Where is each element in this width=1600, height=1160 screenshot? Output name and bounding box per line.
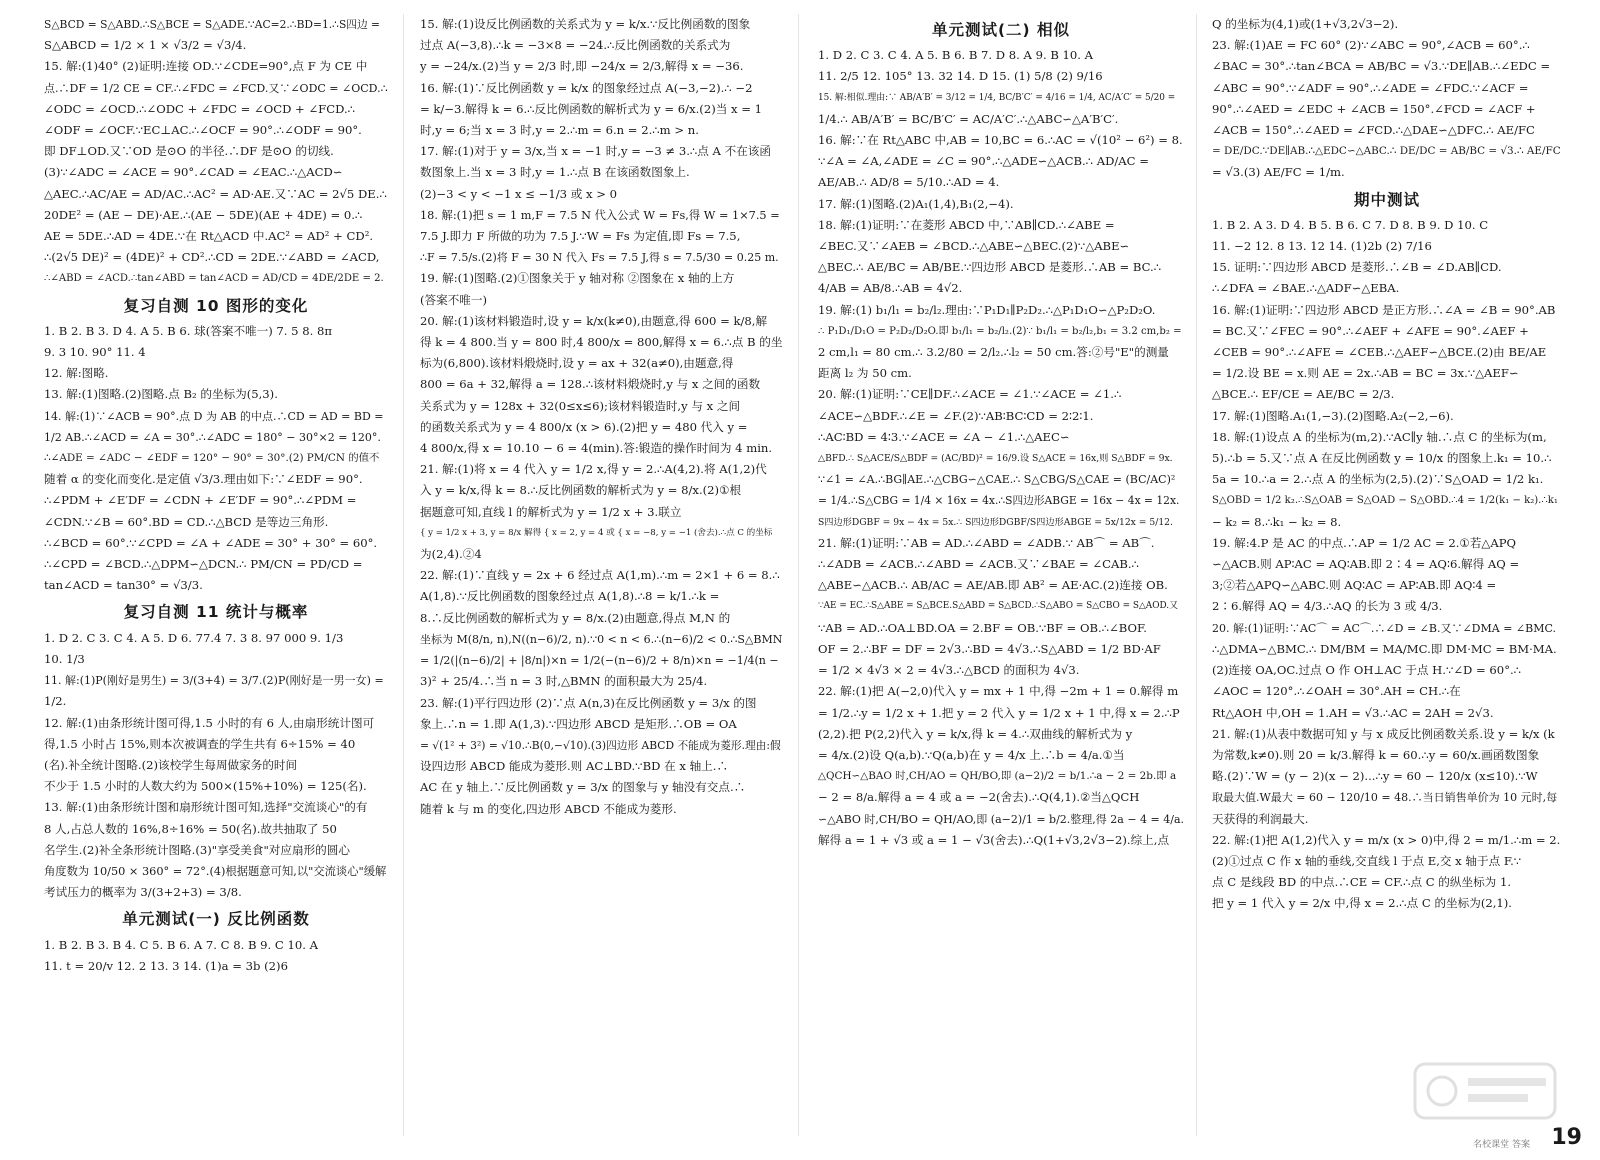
answer-line: { y = 1/2 x + 3, y = 8/x 解得 { x = 2, y = 4 或 { x = −8, y = −1 (舍去).∴点 C 的坐标 xyxy=(420,527,773,538)
answer-line: − k₂ = 8.∴k₁ − k₂ = 8. xyxy=(1212,514,1342,529)
answer-line: 考试压力的概率为 3/(3+2+3) = 3/8. xyxy=(44,885,242,900)
answer-line: = 1/2(|(n−6)/2| + |8/n|)×n = 1/2(−(n−6)/2 + 8/n)×n = −1/4(n − xyxy=(420,654,779,668)
answer-line: ∴∠ADE = ∠ADC − ∠EDF = 120° − 90° = 30°.(2) PM/CN 的值不 xyxy=(44,452,380,465)
answer-line: 略.(2)∵W = (y − 2)(x − 2)...∴y = 60 − 120/x (x≤10).∵W xyxy=(1212,769,1538,784)
answer-line: 过点 A(−3,8).∴k = −3×8 = −24.∴反比例函数的关系式为 xyxy=(420,38,731,53)
answer-line: 4/AB = AB/8.∴AB = 4√2. xyxy=(818,281,963,296)
answer-line: OF = 2.∴BF = DF = 2√3.∴BD = 4√3.∴S△ABD = 1/2 BD·AF xyxy=(818,641,1161,656)
answer-line: 1. D 2. C 3. C 4. A 5. B 6. B 7. D 8. A 9. B 10. A xyxy=(818,48,1094,63)
answer-line: 1. B 2. A 3. D 4. B 5. B 6. C 7. D 8. B 9. D 10. C xyxy=(1212,217,1489,232)
answer-line: 5a = 10.∴a = 2.∴点 A 的坐标为(2,5).(2)∵S△OAD = 1/2 k₁. xyxy=(1212,472,1544,487)
answer-line: ∴∠DFA = ∠BAE.∴△ADF∽△EBA. xyxy=(1212,281,1400,296)
column-divider-2 xyxy=(798,14,799,1136)
section-title-review-11: 复习自测 11 统计与概率 xyxy=(123,603,309,622)
answer-line: = 4/x.(2)设 Q(a,b).∵Q(a,b)在 y = 4/x 上.∴b = 4/a.①当 xyxy=(818,747,1125,762)
answer-column-1 xyxy=(44,14,388,1138)
answer-block-unit-test-2 xyxy=(818,45,1184,851)
answer-line: 23. 解:(1)AE = FC 60° (2)∵∠ABC = 90°,∠ACB = 60°.∴ xyxy=(1212,38,1530,53)
answer-line: (2,2).把 P(2,2)代入 y = k/x,得 k = 4.∴双曲线的解析式为 y xyxy=(818,726,1133,741)
watermark-stamp-icon xyxy=(1410,1056,1560,1126)
answer-line: 20. 解:(1)证明:∵AC⌒ = AC⌒.∴∠D = ∠B.又∵∠DMA = ∠BMC. xyxy=(1212,621,1556,635)
answer-line: 时,y = 6;当 x = 3 时,y = 2.∴m = 6.n = 2.∴m > n. xyxy=(420,123,699,138)
answer-line: ∴∠ABD = ∠ACD.∴tan∠ABD = tan∠ACD = AD/CD = 4DE/2DE = 2. xyxy=(44,273,384,285)
section-title-midterm: 期中测试 xyxy=(1353,190,1420,209)
answer-line: 21. 解:(1)从表中数据可知 y 与 x 成反比例函数关系.设 y = k/x (k xyxy=(1212,726,1555,741)
answer-line: AC 在 y 轴上.∵反比例函数 y = 3/x 的图象与 y 轴没有交点.∴ xyxy=(420,780,746,795)
answer-line: 7.5 J.即力 F 所做的功为 7.5 J.∵W = Fs 为定值,即 Fs = 7.5, xyxy=(420,229,741,244)
column-divider-1 xyxy=(403,14,404,1136)
answer-line: 15. 解:(1)40° (2)证明:连接 OD.∵∠CDE=90°,点 F 为 CE 中 xyxy=(44,59,368,74)
answer-line: ∴∠PDM + ∠E′DF = ∠CDN + ∠E′DF = 90°.∴∠PDM = xyxy=(44,493,357,508)
answer-line: 19. 解:(1)图略.(2)①图象关于 y 轴对称 ②图象在 x 轴的上方 xyxy=(420,271,735,286)
answer-line: S△ABCD = 1/2 × 1 × √3/2 = √3/4. xyxy=(44,38,247,53)
answer-block-review-10 xyxy=(44,321,388,597)
answer-line: 11. 2/5 12. 105° 13. 32 14. D 15. (1) 5/8 (2) 9/16 xyxy=(818,69,1103,84)
answer-line: = 1/2.∴y = 1/2 x + 1.把 y = 2 代入 y = 1/2 x + 1 中,得 x = 2.∴P xyxy=(818,705,1180,720)
answer-line: 21. 解:(1)将 x = 4 代入 y = 1/2 x,得 y = 2.∴A(4,2).将 A(1,2)代 xyxy=(420,462,767,477)
answer-line: 22. 解:(1)把 A(1,2)代入 y = m/x (x > 0)中,得 2 = m/1.∴m = 2. xyxy=(1212,832,1561,847)
answer-line: 18. 解:(1)证明:∵在菱形 ABCD 中,∵AB∥CD.∴∠ABE = xyxy=(818,217,1115,232)
answer-line: 数图象上.当 x = 3 时,y = 1.∴点 B 在该函数图象上. xyxy=(420,165,690,180)
section-title-review-10: 复习自测 10 图形的变化 xyxy=(123,296,309,315)
answer-line: 象上.∴n = 1.即 A(1,3).∵四边形 ABCD 是矩形.∴OB = OA xyxy=(420,716,737,731)
answer-line: 解得 a = 1 + √3 或 a = 1 − √3(舍去).∴Q(1+√3,2√3−2).综上,点 xyxy=(818,832,1170,847)
answer-line: 15. 解:相似.理由:∵ AB/A′B′ = 3/12 = 1/4, BC/B′C′ = 4/16 = 1/4, AC/A′C′ = 5/20 = xyxy=(818,92,1176,103)
answer-line: 18. 解:(1)设点 A 的坐标为(m,2).∵AC∥y 轴.∴点 C 的坐标为(m, xyxy=(1212,429,1547,444)
answer-column-4 xyxy=(1212,14,1562,1138)
answer-line: △AEC.∴AC/AE = AD/AC.∴AC² = AD·AE.又∵AC = 2√5 DE.∴ xyxy=(44,186,387,201)
answer-line: = 1/2.设 BE = x.则 AE = 2x.∴AB = BC = 3x.∵△AEF∽ xyxy=(1212,366,1519,381)
answer-block-midterm xyxy=(1212,215,1562,915)
answer-line: 12. 解:图略. xyxy=(44,366,109,381)
footer-caption: 名校课堂 答案 xyxy=(1473,1140,1530,1150)
answer-line: (2)①过点 C 作 x 轴的垂线,交直线 l 于点 E,交 x 轴于点 F.∵ xyxy=(1212,853,1522,868)
answer-line: △BFD.∴ S△ACE/S△BDF = (AC/BD)² = 16/9.设 S△ACE = 16x,则 S△BDF = 9x. xyxy=(818,453,1173,465)
answer-line: 8 人,占总人数的 16%,8÷16% = 50(名).故共抽取了 50 xyxy=(44,821,337,836)
answer-line: tan∠ACD = tan30° = √3/3. xyxy=(44,578,203,593)
answer-line: ∴(2√5 DE)² = (4DE)² + CD².∴CD = 2DE.∵∠ABD = ∠ACD, xyxy=(44,250,380,265)
answer-line: ∠ACE∽△BDF.∴∠E = ∠F.(2)∵AB∶BC∶CD = 2∶2∶1. xyxy=(818,408,1094,423)
answer-line: ∽△ABO 时,CH/BO = QH/AO,即 (a−2)/1 = b/2.整理,得 2a − 4 = 4/a. xyxy=(818,812,1184,826)
answer-line: 的函数关系式为 y = 4 800/x (x > 6).(2)把 y = 480 代入 y = xyxy=(420,419,748,434)
answer-line: 9. 3 10. 90° 11. 4 xyxy=(44,345,146,360)
answer-line: 19. 解:4.P 是 AC 的中点.∴AP = 1/2 AC = 2.①若△APQ xyxy=(1212,535,1517,550)
answer-line: 关系式为 y = 128x + 32(0≤x≤6);该材料锻造时,y 与 x 之间 xyxy=(420,398,741,413)
answer-line: 8.∴反比例函数的解析式为 y = 8/x.(2)由题意,得点 M,N 的 xyxy=(420,610,731,625)
answer-line: ∴∠CPD = ∠BCD.∴△DPM∽△DCN.∴ PM/CN = PD/CD = xyxy=(44,557,363,572)
answer-line: 标为(6,800).该材料煅烧时,设 y = ax + 32(a≠0),由题意,得 xyxy=(420,356,734,371)
answer-block-unit-test-1 xyxy=(44,935,388,977)
answer-line: 据题意可知,直线 l 的解析式为 y = 1/2 x + 3.联立 xyxy=(420,504,682,519)
answer-line: y = −24/x.(2)当 y = 2/3 时,即 −24/x = 2/3,解得 x = −36. xyxy=(420,59,744,74)
answer-line: 天获得的利润最大. xyxy=(1212,811,1309,826)
answer-line: △BEC.∴ AE/BC = AB/BE.∵四边形 ABCD 是菱形.∴AB = BC.∴ xyxy=(818,260,1162,275)
answer-line: 随着 k 与 m 的变化,四边形 ABCD 不能成为菱形. xyxy=(420,801,677,816)
answer-line: 22. 解:(1)∵直线 y = 2x + 6 经过点 A(1,m).∴m = 2×1 + 6 = 8.∴ xyxy=(420,568,780,583)
answer-block-unit-test-1-cont xyxy=(420,14,782,820)
answer-line: 1/2. xyxy=(44,694,67,709)
answer-line: 为(2,4).②4 xyxy=(420,547,482,562)
answer-line: ∴AC∶BD = 4∶3.∵∠ACE = ∠A − ∠1.∴△AEC∽ xyxy=(818,429,1070,444)
answer-line: 4 800/x,得 x = 10.10 − 6 = 4(min).答:锻造的操作时间为 4 min. xyxy=(420,441,773,456)
answer-line: 得 k = 4 800.当 y = 800 时,4 800/x = 800,解得 x = 6.∴点 B 的坐 xyxy=(420,335,782,350)
answer-block-unit-test-2-cont xyxy=(1212,14,1562,184)
answer-line: 点 C 是线段 BD 的中点.∴CE = CF.∴点 C 的纵坐标为 1. xyxy=(1212,875,1512,890)
answer-line: 12. 解:(1)由条形统计图可得,1.5 小时的有 6 人,由扇形统计图可 xyxy=(44,715,375,730)
answer-line: 1. B 2. B 3. B 4. C 5. B 6. A 7. C 8. B 9. C 10. A xyxy=(44,937,318,952)
answer-line: 19. 解:(1) b₁/l₁ = b₂/l₂.理由:∵P₁D₁∥P₂D₂.∴△P₁D₁O∽△P₂D₂O. xyxy=(818,302,1156,317)
answer-line: ∵AE = EC.∴S△ABE = S△BCE.S△ABD = S△BCD.∴S△ABO = S△CBO = S△AOD.又 xyxy=(818,601,1178,612)
answer-line: 3)² + 25/4.∴当 n = 3 时,△BMN 的面积最大为 25/4. xyxy=(420,674,708,689)
answer-line: 18. 解:(1)把 s = 1 m,F = 7.5 N 代入公式 W = Fs,得 W = 1×7.5 = xyxy=(420,208,780,222)
answer-line: (2)−3 < y < −1 x ≤ −1/3 或 x > 0 xyxy=(420,186,617,201)
answer-line: AE = 5DE.∴AD = 4DE.∵在 Rt△ACD 中.AC² = AD² + CD². xyxy=(44,229,374,244)
answer-line: 角度数为 10/50 × 360° = 72°.(4)根据题意可知,以"交流谈心"缓解 xyxy=(44,864,387,878)
answer-line: = √(1² + 3²) = √10.∴B(0,−√10).(3)四边形 ABCD 不能成为菱形.理由:假 xyxy=(420,738,781,752)
answer-line: 10. 1/3 xyxy=(44,651,85,666)
answer-line: ∵AB = AD.∴OA⊥BD.OA = 2.BF = OB.∵BF = OB.∴∠BOF. xyxy=(818,620,1147,635)
answer-line: 15. 证明:∵四边形 ABCD 是菱形.∴∠B = ∠D.AB∥CD. xyxy=(1212,260,1502,275)
answer-line: ∵∠A = ∠A,∠ADE = ∠C = 90°.∴△ADE∽△ACB.∴ AD/AC = xyxy=(818,154,1149,169)
answer-line: − 2 = 8/a.解得 a = 4 或 a = −2(舍去).∴Q(4,1).②当△QCH xyxy=(818,790,1140,805)
answer-line: ∵∠1 = ∠A.∴BG∥AE.∴△CBG∽△CAE.∴ S△CBG/S△CAE = (BC/AC)² xyxy=(818,473,1176,487)
answer-line: ∠AOC = 120°.∴∠OAH = 30°.AH = CH.∴在 xyxy=(1212,684,1461,699)
answer-block-review-9 xyxy=(44,14,388,290)
answer-line: = 1/2 × 4√3 × 2 = 4√3.∴△BCD 的面积为 4√3. xyxy=(818,663,1080,678)
answer-line: ∠ODC = ∠OCD.∴∠ODC + ∠FDC = ∠OCD + ∠FCD.∴ xyxy=(44,101,356,116)
answer-line: = √3.(3) AE/FC = 1/m. xyxy=(1212,165,1345,180)
answer-line: ∴∠BCD = 60°.∵∠CPD = ∠A + ∠ADE = 30° + 30° = 60°. xyxy=(44,535,378,550)
answer-line: 随着 α 的变化而变化.是定值 √3/3.理由如下:∵∠EDF = 90°. xyxy=(44,472,363,487)
answer-line: ∠ODF = ∠OCF.∵EC⊥AC.∴∠OCF = 90°.∴∠ODF = 90°. xyxy=(44,123,362,138)
answer-line: 为常数,k≠0).则 20 = k/3.解得 k = 60.∴y = 60/x.画函数图象 xyxy=(1212,747,1540,762)
answer-line: △BCE.∴ EF/CE = AE/BC = 2/3. xyxy=(1212,387,1395,402)
answer-line: 11. 解:(1)P(刚好是男生) = 3/(3+4) = 3/7.(2)P(刚好是一男一女) = xyxy=(44,674,384,688)
answer-line: ∠BAC = 30°.∴tan∠BCA = AB/BC = √3.∵DE∥AB.∴∠EDC = xyxy=(1212,59,1551,74)
answer-line: 设四边形 ABCD 能成为菱形.则 AC⊥BD.∵BD 在 x 轴上.∴ xyxy=(420,759,729,774)
answer-line: 3;②若△APQ∽△ABC.则 AQ∶AC = AP∶AB.即 AQ∶4 = xyxy=(1212,578,1497,593)
answer-line: 90°.∴∠AED = ∠EDC + ∠ACB = 150°.∠FCD = ∠ACF + xyxy=(1212,101,1536,116)
answer-line: S四边形DGBF = 9x − 4x = 5x.∴ S四边形DGBF/S四边形ABGE = 5x/12x = 5/12. xyxy=(818,516,1173,528)
answer-line: 距离 l₂ 为 50 cm. xyxy=(818,366,912,381)
answer-line: 16. 解:(1)证明:∵四边形 ABCD 是正方形.∴∠A = ∠B = 90°.AB xyxy=(1212,302,1556,317)
answer-line: 16. 解:(1)∵反比例函数 y = k/x 的图象经过点 A(−3,−2).∴ −2 xyxy=(420,80,753,95)
answer-line: ∠ACB = 150°.∴∠AED = ∠FCD.∴△DAE∽△DFC.∴ AE/FC xyxy=(1212,123,1535,138)
answer-line: 17. 解:(1)图略.A₁(1,−3).(2)图略.A₂(−2,−6). xyxy=(1212,408,1454,423)
column-divider-3 xyxy=(1196,14,1197,1136)
answer-line: 11. t = 20/v 12. 2 13. 3 14. (1)a = 3b (2)6 xyxy=(44,958,288,973)
answer-line: AE/AB.∴ AD/8 = 5/10.∴AD = 4. xyxy=(818,175,1000,190)
answer-line: ∠CEB = 90°.∴∠AFE = ∠CEB.∴△AEF∽△BCE.(2)由 BE/AE xyxy=(1212,345,1547,360)
answer-line: 23. 解:(1)平行四边形 (2)∵点 A(n,3)在反比例函数 y = 3/x 的图 xyxy=(420,695,757,710)
answer-line: 名学生.(2)补全条形统计图略.(3)"享受美食"对应扇形的圆心 xyxy=(44,842,350,857)
answer-line: 点.∴DF = 1/2 CE = CF.∴∠FDC = ∠FCD.又∵∠ODC = ∠OCD.∴ xyxy=(44,81,388,95)
answer-line: 20DE² = (AE − DE)·AE.∴(AE − 5DE)(AE + 4DE) = 0.∴ xyxy=(44,207,363,222)
page-number: 19 xyxy=(1551,1125,1582,1150)
answer-line: 把 y = 1 代入 y = 2/x 中,得 x = 2.∴点 C 的坐标为(2,1). xyxy=(1212,896,1512,911)
answer-line: 17. 解:(1)对于 y = 3/x,当 x = −1 时,y = −3 ≠ 3.∴点 A 不在该函 xyxy=(420,144,771,159)
answer-line: (2)连接 OA,OC.过点 O 作 OH⊥AC 于点 H.∵∠D = 60°.∴ xyxy=(1212,663,1522,678)
answer-line: △ABE∽△ACB.∴ AB/AC = AE/AB.即 AB² = AE·AC.(2)连接 OB. xyxy=(818,578,1168,593)
answer-line: ∠BEC.又∵∠AEB = ∠BCD.∴△ABE∽△BEC.(2)∵△ABE∽ xyxy=(818,239,1130,254)
section-title-unit-test-1: 单元测试(一) 反比例函数 xyxy=(122,910,310,929)
answer-line: = DE/DC.∵DE∥AB.∴△EDC∽△ABC.∴ DE/DC = AB/BC = √3.∴ AE/FC xyxy=(1212,145,1561,158)
answer-line: (名).补全统计图略.(2)该校学生每周做家务的时间 xyxy=(44,757,298,772)
answer-line: Q 的坐标为(4,1)或(1+√3,2√3−2). xyxy=(1212,17,1399,31)
answer-line: ∴△DMA∽△BMC.∴ DM/BM = MA/MC.即 DM·MC = BM·MA. xyxy=(1212,641,1557,656)
answer-line: (3)∵∠ADC = ∠ACE = 90°.∠CAD = ∠EAC.∴△ACD∽ xyxy=(44,165,343,180)
answer-line: 1/4.∴ AB/A′B′ = BC/B′C′ = AC/A′C′.∴△ABC∽△A′B′C′. xyxy=(818,111,1119,126)
answer-line: 1. B 2. B 3. D 4. A 5. B 6. 球(答案不唯一) 7. 5 8. 8π xyxy=(44,323,332,338)
answer-line: 2 cm,l₁ = 80 cm.∴ 3.2/80 = 2/l₂.∴l₂ = 50 cm.答:②号"E"的测量 xyxy=(818,345,1169,360)
answer-line: 1. D 2. C 3. C 4. A 5. D 6. 77.4 7. 3 8. 97 000 9. 1/3 xyxy=(44,630,344,645)
answer-line: = BC.又∵∠FEC = 90°.∴∠AEF + ∠AFE = 90°.∠AEF + xyxy=(1212,323,1529,338)
answer-line: 入 y = k/x,得 k = 8.∴反比例函数的解析式为 y = 8/x.(2)①根 xyxy=(420,483,742,498)
answer-line: △QCH∽△BAO 时,CH/AO = QH/BO,即 (a−2)/2 = b/1.∴a − 2 = 2b.即 a xyxy=(818,770,1177,783)
answer-line: ∠CDN.∵∠B = 60°.BD = CD.∴△BCD 是等边三角形. xyxy=(44,514,329,529)
answer-line: 取最大值.W最大 = 60 − 120/10 = 48.∴当日销售单价为 10 元时,每 xyxy=(1212,791,1558,805)
answer-line: 不少于 1.5 小时的人数大约为 500×(15%+10%) = 125(名). xyxy=(44,779,367,794)
answer-line: = 1/4.∴S△CBG = 1/4 × 16x = 4x.∴S四边形ABGE = 16x − 4x = 12x. xyxy=(818,494,1180,508)
answer-line: = k/−3.解得 k = 6.∴反比例函数的解析式为 y = 6/x.(2)当 x = 1 xyxy=(420,101,762,116)
answer-line: 800 = 6a + 32,解得 a = 128.∴该材料煅烧时,y 与 x 之间的函数 xyxy=(420,377,761,392)
answer-line: ∴∠ADB = ∠ACB.∴∠ABD = ∠ACB.又∵∠BAE = ∠CAB.∴ xyxy=(818,557,1139,572)
answer-line: S△OBD = 1/2 k₂.∴S△OAB = S△OAD − S△OBD.∴4 = 1/2(k₁ − k₂).∴k₁ xyxy=(1212,495,1558,507)
answer-line: A(1,8).∵反比例函数的图象经过点 A(1,8).∴8 = k/1.∴k = xyxy=(420,589,720,604)
answer-line: 13. 解:(1)图略.(2)图略.点 B₂ 的坐标为(5,3). xyxy=(44,387,278,402)
answer-line: 1/2 AB.∴∠ACD = ∠A = 30°.∴∠ADC = 180° − 30°×2 = 120°. xyxy=(44,430,381,444)
answer-line: 2∶6.解得 AQ = 4/3.∴AQ 的长为 3 或 4/3. xyxy=(1212,599,1443,614)
answer-line: 14. 解:(1)∵∠ACB = 90°.点 D 为 AB 的中点.∴CD = AD = BD = xyxy=(44,409,384,423)
answer-line: 13. 解:(1)由条形统计图和扇形统计图可知,选择"交流谈心"的有 xyxy=(44,800,368,815)
answer-column-3 xyxy=(818,14,1184,1138)
answer-line: ∽△ACB.则 AP∶AC = AQ∶AB.即 2∶4 = AQ∶6.解得 AQ = xyxy=(1212,557,1520,572)
answer-line: 15. 解:(1)设反比例函数的关系式为 y = k/x.∵反比例函数的图象 xyxy=(420,17,751,31)
answer-column-2 xyxy=(420,14,782,1138)
answer-line: ∴F = 7.5/s.(2)将 F = 30 N 代入 Fs = 7.5 J,得 s = 7.5/30 = 0.25 m. xyxy=(420,251,779,265)
section-title-unit-test-2: 单元测试(二) 相似 xyxy=(931,21,1071,39)
answer-block-review-11 xyxy=(44,628,388,904)
answer-line: 坐标为 M(8/n, n),N((n−6)/2, n).∵0 < n < 6.∴(n−6)/2 < 0.∴S△BMN xyxy=(420,632,782,646)
answer-line: 21. 解:(1)证明:∵AB = AD.∴∠ABD = ∠ADB.∵ AB⌒ = AB⌒. xyxy=(818,535,1155,550)
answer-line: 17. 解:(1)图略.(2)A₁(1,4),B₁(2,−4). xyxy=(818,196,1014,211)
answer-line: 得,1.5 小时占 15%,则本次被调查的学生共有 6÷15% = 40 xyxy=(44,736,356,751)
answer-line: (答案不唯一) xyxy=(420,292,488,307)
answer-line: 5).∴b = 5.又∵点 A 在反比例函数 y = 10/x 的图象上.k₁ = 10.∴ xyxy=(1212,451,1552,466)
answer-line: ∠ABC = 90°.∵∠ADF = 90°.∴∠ADE = ∠FDC.∵∠ACF = xyxy=(1212,80,1529,95)
answer-line: S△BCD = S△ABD.∴S△BCE = S△ADE.∵AC=2.∴BD=1.∴S四边 = xyxy=(44,18,381,31)
answer-line: 20. 解:(1)证明:∵CE∥DF.∴∠ACE = ∠1.∵∠ACE = ∠1.∴ xyxy=(818,387,1122,402)
answer-line: ∴ P₁D₁/D₁O = P₂D₂/D₂O.即 b₁/l₁ = b₂/l₂.(2)∵ b₁/l₁ = b₂/l₂,b₁ = 3.2 cm,b₂ = xyxy=(818,325,1182,337)
answer-line: Rt△AOH 中,OH = 1.AH = √3.∴AC = 2AH = 2√3. xyxy=(1212,705,1494,720)
answer-line: 16. 解:∵在 Rt△ABC 中,AB = 10,BC = 6.∴AC = √(10² − 6²) = 8. xyxy=(818,133,1183,148)
answer-line: 20. 解:(1)该材料锻造时,设 y = k/x(k≠0),由题意,得 600 = k/8,解 xyxy=(420,313,768,328)
answer-line: 22. 解:(1)把 A(−2,0)代入 y = mx + 1 中,得 −2m + 1 = 0.解得 m xyxy=(818,684,1179,699)
answer-line: 即 DF⊥OD.又∵OD 是⊙O 的半径.∴DF 是⊙O 的切线. xyxy=(44,144,334,159)
answer-line: 11. −2 12. 8 13. 12 14. (1)2b (2) 7/16 xyxy=(1212,239,1432,254)
